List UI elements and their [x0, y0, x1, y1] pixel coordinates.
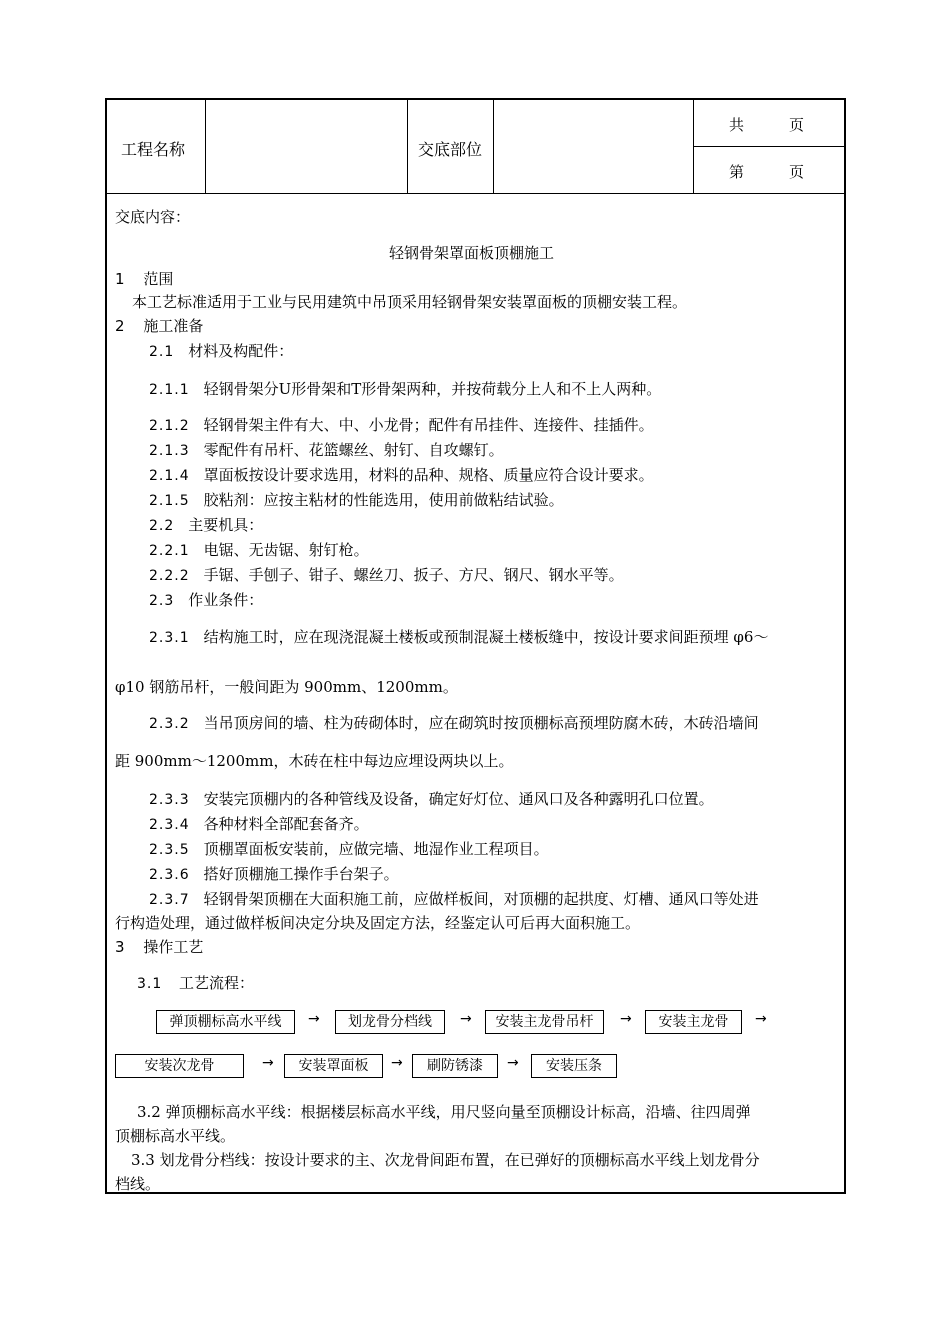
content-line [149, 626, 768, 647]
flow-step: 安装主龙骨吊杆 [485, 1010, 604, 1034]
clause-text: 作业条件： [188, 591, 264, 609]
flow-step: 划龙骨分档线 [335, 1010, 445, 1034]
content-line [149, 564, 624, 585]
clause-number: 2.1.1 [149, 382, 190, 398]
clause-number: 2.3 [149, 593, 175, 609]
clause-number: 2.1.2 [149, 418, 190, 434]
content-label: 交底内容： [115, 208, 191, 226]
clause-text: 距 900mm～1200mm，木砖在柱中每边应埋设两块以上。 [115, 752, 514, 770]
section-3-1-number: 3.1 [137, 976, 163, 992]
content-line [149, 439, 504, 460]
content-line [149, 838, 549, 859]
clause-number: 2.1.4 [149, 468, 190, 484]
clause-text: 材料及构配件： [188, 342, 294, 360]
clause-number: 2.1.5 [149, 493, 190, 509]
total-pages-text: 共 页 [729, 116, 805, 134]
section-3-1-text: 工艺流程： [179, 974, 255, 992]
content-line [149, 414, 654, 435]
clause-number: 2.3.1 [149, 630, 190, 646]
clause-number: 2.2.2 [149, 568, 190, 584]
position-label-cell [408, 100, 494, 193]
content-line [149, 813, 369, 834]
content-line [149, 888, 759, 909]
page-number-text: 第 页 [729, 163, 805, 181]
content-line [149, 539, 369, 560]
clause-text: 手锯、手刨子、钳子、螺丝刀、扳子、方尺、钢尺、钢水平等。 [203, 566, 624, 584]
clause-text: 安装完顶棚内的各种管线及设备，确定好灯位、通风口及各种露明孔口位置。 [203, 790, 714, 808]
flow-arrow-icon: → [308, 1011, 320, 1027]
section-3-title: 操作工艺 [143, 938, 204, 956]
section-3-heading [115, 936, 203, 957]
flow-step: 安装主龙骨 [645, 1010, 742, 1034]
section-2-heading [115, 315, 203, 336]
project-name-value-cell [206, 100, 408, 193]
clause-text: 当吊顶房间的墙、柱为砖砌体时，应在砌筑时按顶棚标高预埋防腐木砖，木砖沿墙间 [203, 714, 759, 732]
clause-text: 顶棚罩面板安装前，应做完墙、地湿作业工程项目。 [203, 840, 549, 858]
clause-number: 2.3.7 [149, 892, 190, 908]
clause-text: φ10 钢筋吊杆，一般间距为 900mm、1200mm。 [115, 678, 458, 696]
clause-text: 行构造处理，通过做样板间决定分块及固定方法，经鉴定认可后再大面积施工。 [115, 914, 641, 932]
clause-number: 2.1.3 [149, 443, 190, 459]
clause-text: 轻钢骨架主件有大、中、小龙骨；配件有吊挂件、连接件、挂插件。 [203, 416, 654, 434]
position-label: 交底部位 [418, 140, 483, 159]
clause-number: 2.2.1 [149, 543, 190, 559]
section-1-heading [115, 268, 173, 289]
clause-number: 2.2 [149, 518, 175, 534]
page-number-cell [694, 147, 844, 193]
section-3-3-line2: 档线。 [115, 1175, 161, 1193]
content-line [149, 340, 293, 361]
clause-number: 2.3.5 [149, 842, 190, 858]
clause-text: 罩面板按设计要求选用，材料的品种、规格、质量应符合设计要求。 [203, 466, 654, 484]
clause-text: 结构施工时，应在现浇混凝土楼板或预制混凝土楼板缝中，按设计要求间距预埋 φ6～ [203, 628, 769, 646]
content-line [115, 676, 458, 697]
flow-arrow-icon: → [460, 1011, 472, 1027]
content-line [149, 378, 661, 399]
section-3-1 [137, 972, 254, 993]
section-3-2-line1: 3.2 弹顶棚标高水平线：根据楼层标高水平线，用尺竖向量至顶棚设计标高，沿墙、往四周弹 [137, 1103, 751, 1121]
position-value-cell [494, 100, 694, 193]
clause-number: 2.3.3 [149, 792, 190, 808]
header-table [107, 100, 844, 194]
flow-step: 弹顶棚标高水平线 [156, 1010, 295, 1034]
flow-arrow-icon: → [755, 1011, 767, 1027]
section-2-number: 2 [115, 317, 125, 335]
document-title: 轻钢骨架罩面板顶棚施工 [389, 244, 555, 262]
content-line [149, 489, 564, 510]
content-line [149, 464, 654, 485]
section-2-title: 施工准备 [143, 317, 204, 335]
content-line [149, 788, 714, 809]
clause-text: 零配件有吊杆、花篮螺丝、射钉、自攻螺钉。 [203, 441, 504, 459]
clause-text: 搭好顶棚施工操作手台架子。 [203, 865, 399, 883]
content-line [115, 912, 640, 933]
disclosure-sheet [105, 98, 846, 1194]
section-1-number: 1 [115, 270, 125, 288]
section-3-2-line2: 顶棚标高水平线。 [115, 1127, 236, 1145]
content-line [149, 514, 263, 535]
flow-step: 安装次龙骨 [115, 1054, 244, 1078]
total-pages-cell [694, 100, 844, 147]
content-line [149, 589, 263, 610]
content-line [115, 750, 513, 771]
project-name-label-cell [107, 100, 206, 193]
section-1-title: 范围 [143, 270, 174, 288]
flow-arrow-icon: → [620, 1011, 632, 1027]
clause-number: 2.3.6 [149, 867, 190, 883]
clause-text: 各种材料全部配套备齐。 [203, 815, 369, 833]
clause-number: 2.1 [149, 344, 175, 360]
clause-text: 主要机具： [188, 516, 264, 534]
flow-step: 安装压条 [531, 1054, 617, 1078]
clause-text: 胶粘剂：应按主粘材的性能选用，使用前做粘结试验。 [203, 491, 564, 509]
content-line [149, 712, 759, 733]
flow-step: 刷防锈漆 [412, 1054, 498, 1078]
clause-number: 2.3.2 [149, 716, 190, 732]
flow-arrow-icon: → [507, 1055, 519, 1071]
clause-text: 轻钢骨架顶棚在大面积施工前，应做样板间，对顶棚的起拱度、灯槽、通风口等处进 [203, 890, 759, 908]
clause-text: 轻钢骨架分U形骨架和T形骨架两种，并按荷载分上人和不上人两种。 [203, 380, 662, 398]
section-1-text: 本工艺标准适用于工业与民用建筑中吊顶采用轻钢骨架安装罩面板的顶棚安装工程。 [132, 293, 688, 311]
flow-arrow-icon: → [391, 1055, 403, 1071]
section-3-3-line1: 3.3 划龙骨分档线：按设计要求的主、次龙骨间距布置，在已弹好的顶棚标高水平线上划龙骨分 [131, 1151, 760, 1169]
clause-number: 2.3.4 [149, 817, 190, 833]
clause-text: 电锯、无齿锯、射钉枪。 [203, 541, 369, 559]
section-3-number: 3 [115, 938, 125, 956]
flow-step: 安装罩面板 [284, 1054, 383, 1078]
flow-arrow-icon: → [262, 1055, 274, 1071]
content-line [149, 863, 399, 884]
project-name-label: 工程名称 [121, 140, 186, 159]
